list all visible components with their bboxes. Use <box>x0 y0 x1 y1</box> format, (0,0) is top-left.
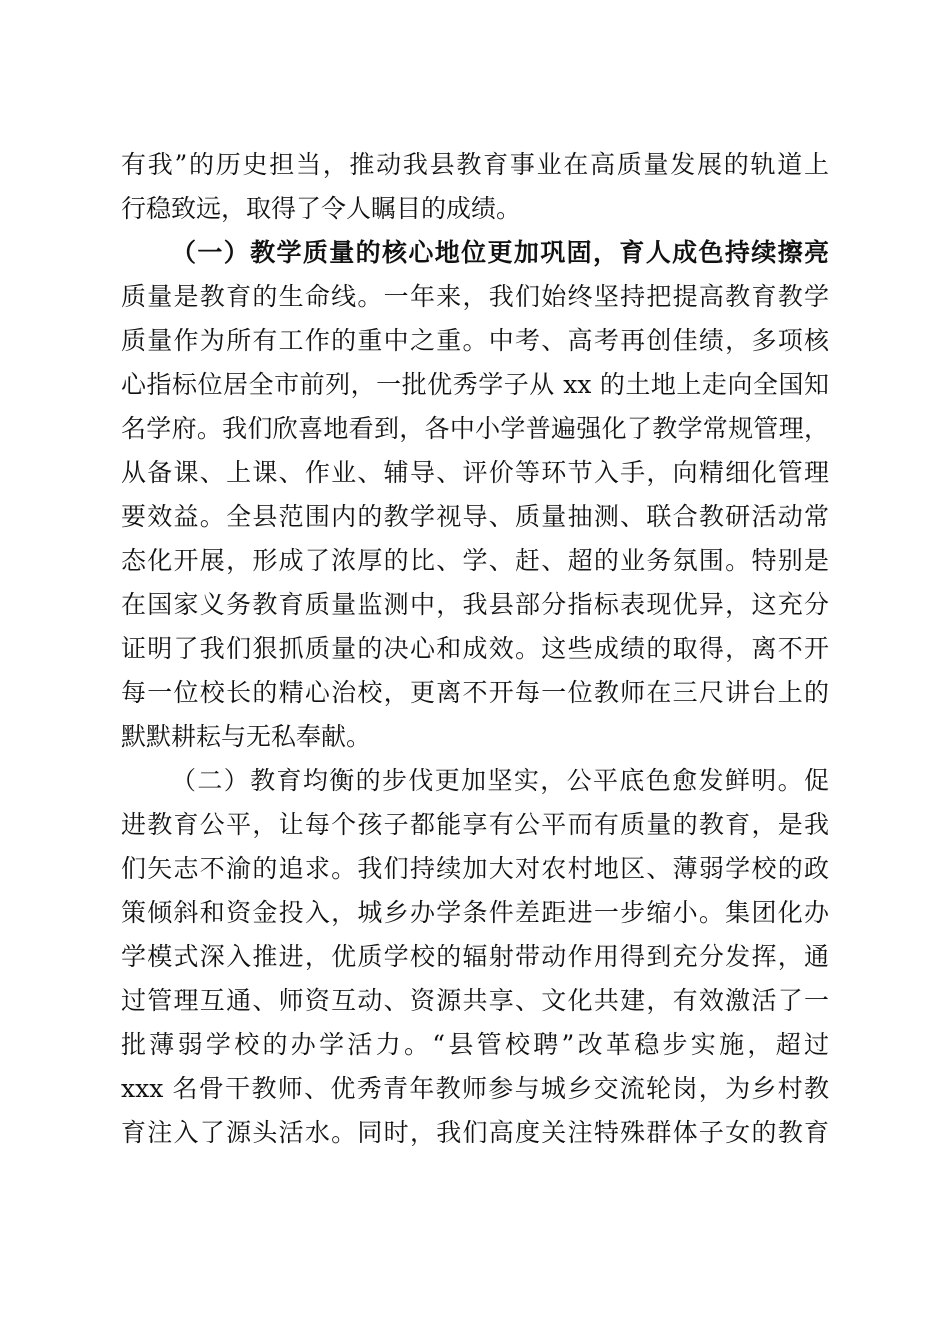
body-text-line: 质量作为所有工作的重中之重。中考、高考再创佳绩，多项核 <box>121 326 829 355</box>
body-text-line: 心指标位居全市前列，一批优秀学子从 xx 的土地上走向全国知 <box>121 370 829 399</box>
body-text-line: 们矢志不渝的追求。我们持续加大对农村地区、薄弱学校的政 <box>121 854 829 883</box>
body-text-line: 策倾斜和资金投入，城乡办学条件差距进一步缩小。集团化办 <box>121 898 829 927</box>
body-text-line: 过管理互通、师资互动、资源共享、文化共建，有效激活了一 <box>121 986 829 1015</box>
body-text-line: 每一位校长的精心治校，更离不开每一位教师在三尺讲台上的 <box>121 678 829 707</box>
section-heading-2: （二）教育均衡的步伐更加坚实，公平底色愈发鲜明。促 <box>171 766 829 795</box>
body-text-line: 进教育公平，让每个孩子都能享有公平而有质量的教育，是我 <box>121 810 829 839</box>
body-text-line: 批薄弱学校的办学活力。“县管校聘”改革稳步实施，超过 <box>121 1030 829 1059</box>
body-text-line: 从备课、上课、作业、辅导、评价等环节入手，向精细化管理 <box>121 458 829 487</box>
section-heading-1: （一）教学质量的核心地位更加巩固，育人成色持续擦亮 <box>171 238 829 267</box>
body-text-line: 行稳致远，取得了令人瞩目的成绩。 <box>121 194 522 223</box>
body-text-line: 态化开展，形成了浓厚的比、学、赶、超的业务氛围。特别是 <box>121 546 829 575</box>
body-text-line: 名学府。我们欣喜地看到，各中小学普遍强化了教学常规管理， <box>121 414 829 443</box>
body-text-line: 育注入了源头活水。同时，我们高度关注特殊群体子女的教育 <box>121 1118 829 1147</box>
body-text-line: 学模式深入推进，优质学校的辐射带动作用得到充分发挥，通 <box>121 942 829 971</box>
body-text-line: 默默耕耘与无私奉献。 <box>121 722 372 751</box>
body-text-line: 证明了我们狠抓质量的决心和成效。这些成绩的取得，离不开 <box>121 634 829 663</box>
body-text-line: 质量是教育的生命线。一年来，我们始终坚持把提高教育教学 <box>121 282 829 311</box>
body-text-line: 有我”的历史担当，推动我县教育事业在高质量发展的轨道上 <box>121 150 829 179</box>
body-text-line: xxx 名骨干教师、优秀青年教师参与城乡交流轮岗，为乡村教 <box>121 1074 829 1103</box>
body-text-line: 在国家义务教育质量监测中，我县部分指标表现优异，这充分 <box>121 590 829 619</box>
body-text-line: 要效益。全县范围内的教学视导、质量抽测、联合教研活动常 <box>121 502 829 531</box>
